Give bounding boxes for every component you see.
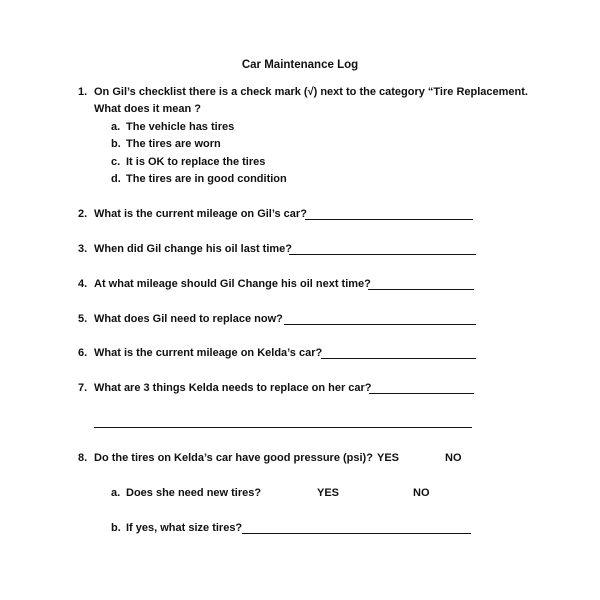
question-2-number: 2. (78, 208, 88, 220)
question-3-text: When did Gil change his oil last time? (94, 243, 293, 255)
question-6-text: What is the current mileage on Kelda’s car? (94, 347, 323, 359)
question-6-answer-line[interactable] (321, 358, 476, 359)
question-8b-text: If yes, what size tires? (126, 522, 243, 534)
question-4-number: 4. (78, 278, 88, 290)
option-d-letter: d. (111, 173, 121, 185)
question-7-text: What are 3 things Kelda needs to replace on her car? (94, 382, 372, 394)
question-8-number: 8. (78, 452, 88, 464)
option-b-text: The tires are worn (126, 138, 221, 150)
question-8a-yes-option[interactable]: YES (317, 487, 340, 499)
question-3-number: 3. (78, 243, 88, 255)
question-8-yes-option[interactable]: YES (377, 452, 400, 464)
question-1-text: On Gil’s checklist there is a check mark (√) next to the category “Tire Replacement. (94, 86, 528, 98)
question-2-text: What is the current mileage on Gil’s car? (94, 208, 307, 220)
document-title: Car Maintenance Log (241, 59, 359, 71)
question-4-text: At what mileage should Gil Change his oil next time? (94, 278, 371, 290)
question-8b-letter: b. (111, 522, 121, 534)
option-c-letter: c. (111, 156, 121, 168)
question-6-number: 6. (78, 347, 88, 359)
question-4-answer-line[interactable] (368, 289, 474, 290)
question-7-answer-line-2[interactable] (94, 427, 472, 428)
option-b-letter: b. (111, 138, 121, 150)
question-5-text: What does Gil need to replace now? (94, 313, 283, 325)
question-1-text-continued: What does it mean ? (94, 103, 201, 115)
question-3-answer-line[interactable] (289, 254, 476, 255)
question-8a-text: Does she need new tires? (126, 487, 262, 499)
question-7-answer-line[interactable] (369, 393, 474, 394)
question-5-answer-line[interactable] (284, 324, 476, 325)
question-7-number: 7. (78, 382, 88, 394)
question-1-number: 1. (78, 86, 88, 98)
question-8a-no-option[interactable]: NO (413, 487, 430, 499)
question-8a-letter: a. (111, 487, 121, 499)
question-2-answer-line[interactable] (305, 219, 473, 220)
question-8-text: Do the tires on Kelda’s car have good pressure (psi)? (94, 452, 373, 464)
option-a-letter: a. (111, 121, 121, 133)
option-d-text: The tires are in good condition (126, 173, 287, 185)
question-8b-answer-line[interactable] (242, 533, 471, 534)
option-a-text: The vehicle has tires (126, 121, 235, 133)
question-8-no-option[interactable]: NO (445, 452, 462, 464)
option-c-text: It is OK to replace the tires (126, 156, 266, 168)
question-5-number: 5. (78, 313, 88, 325)
